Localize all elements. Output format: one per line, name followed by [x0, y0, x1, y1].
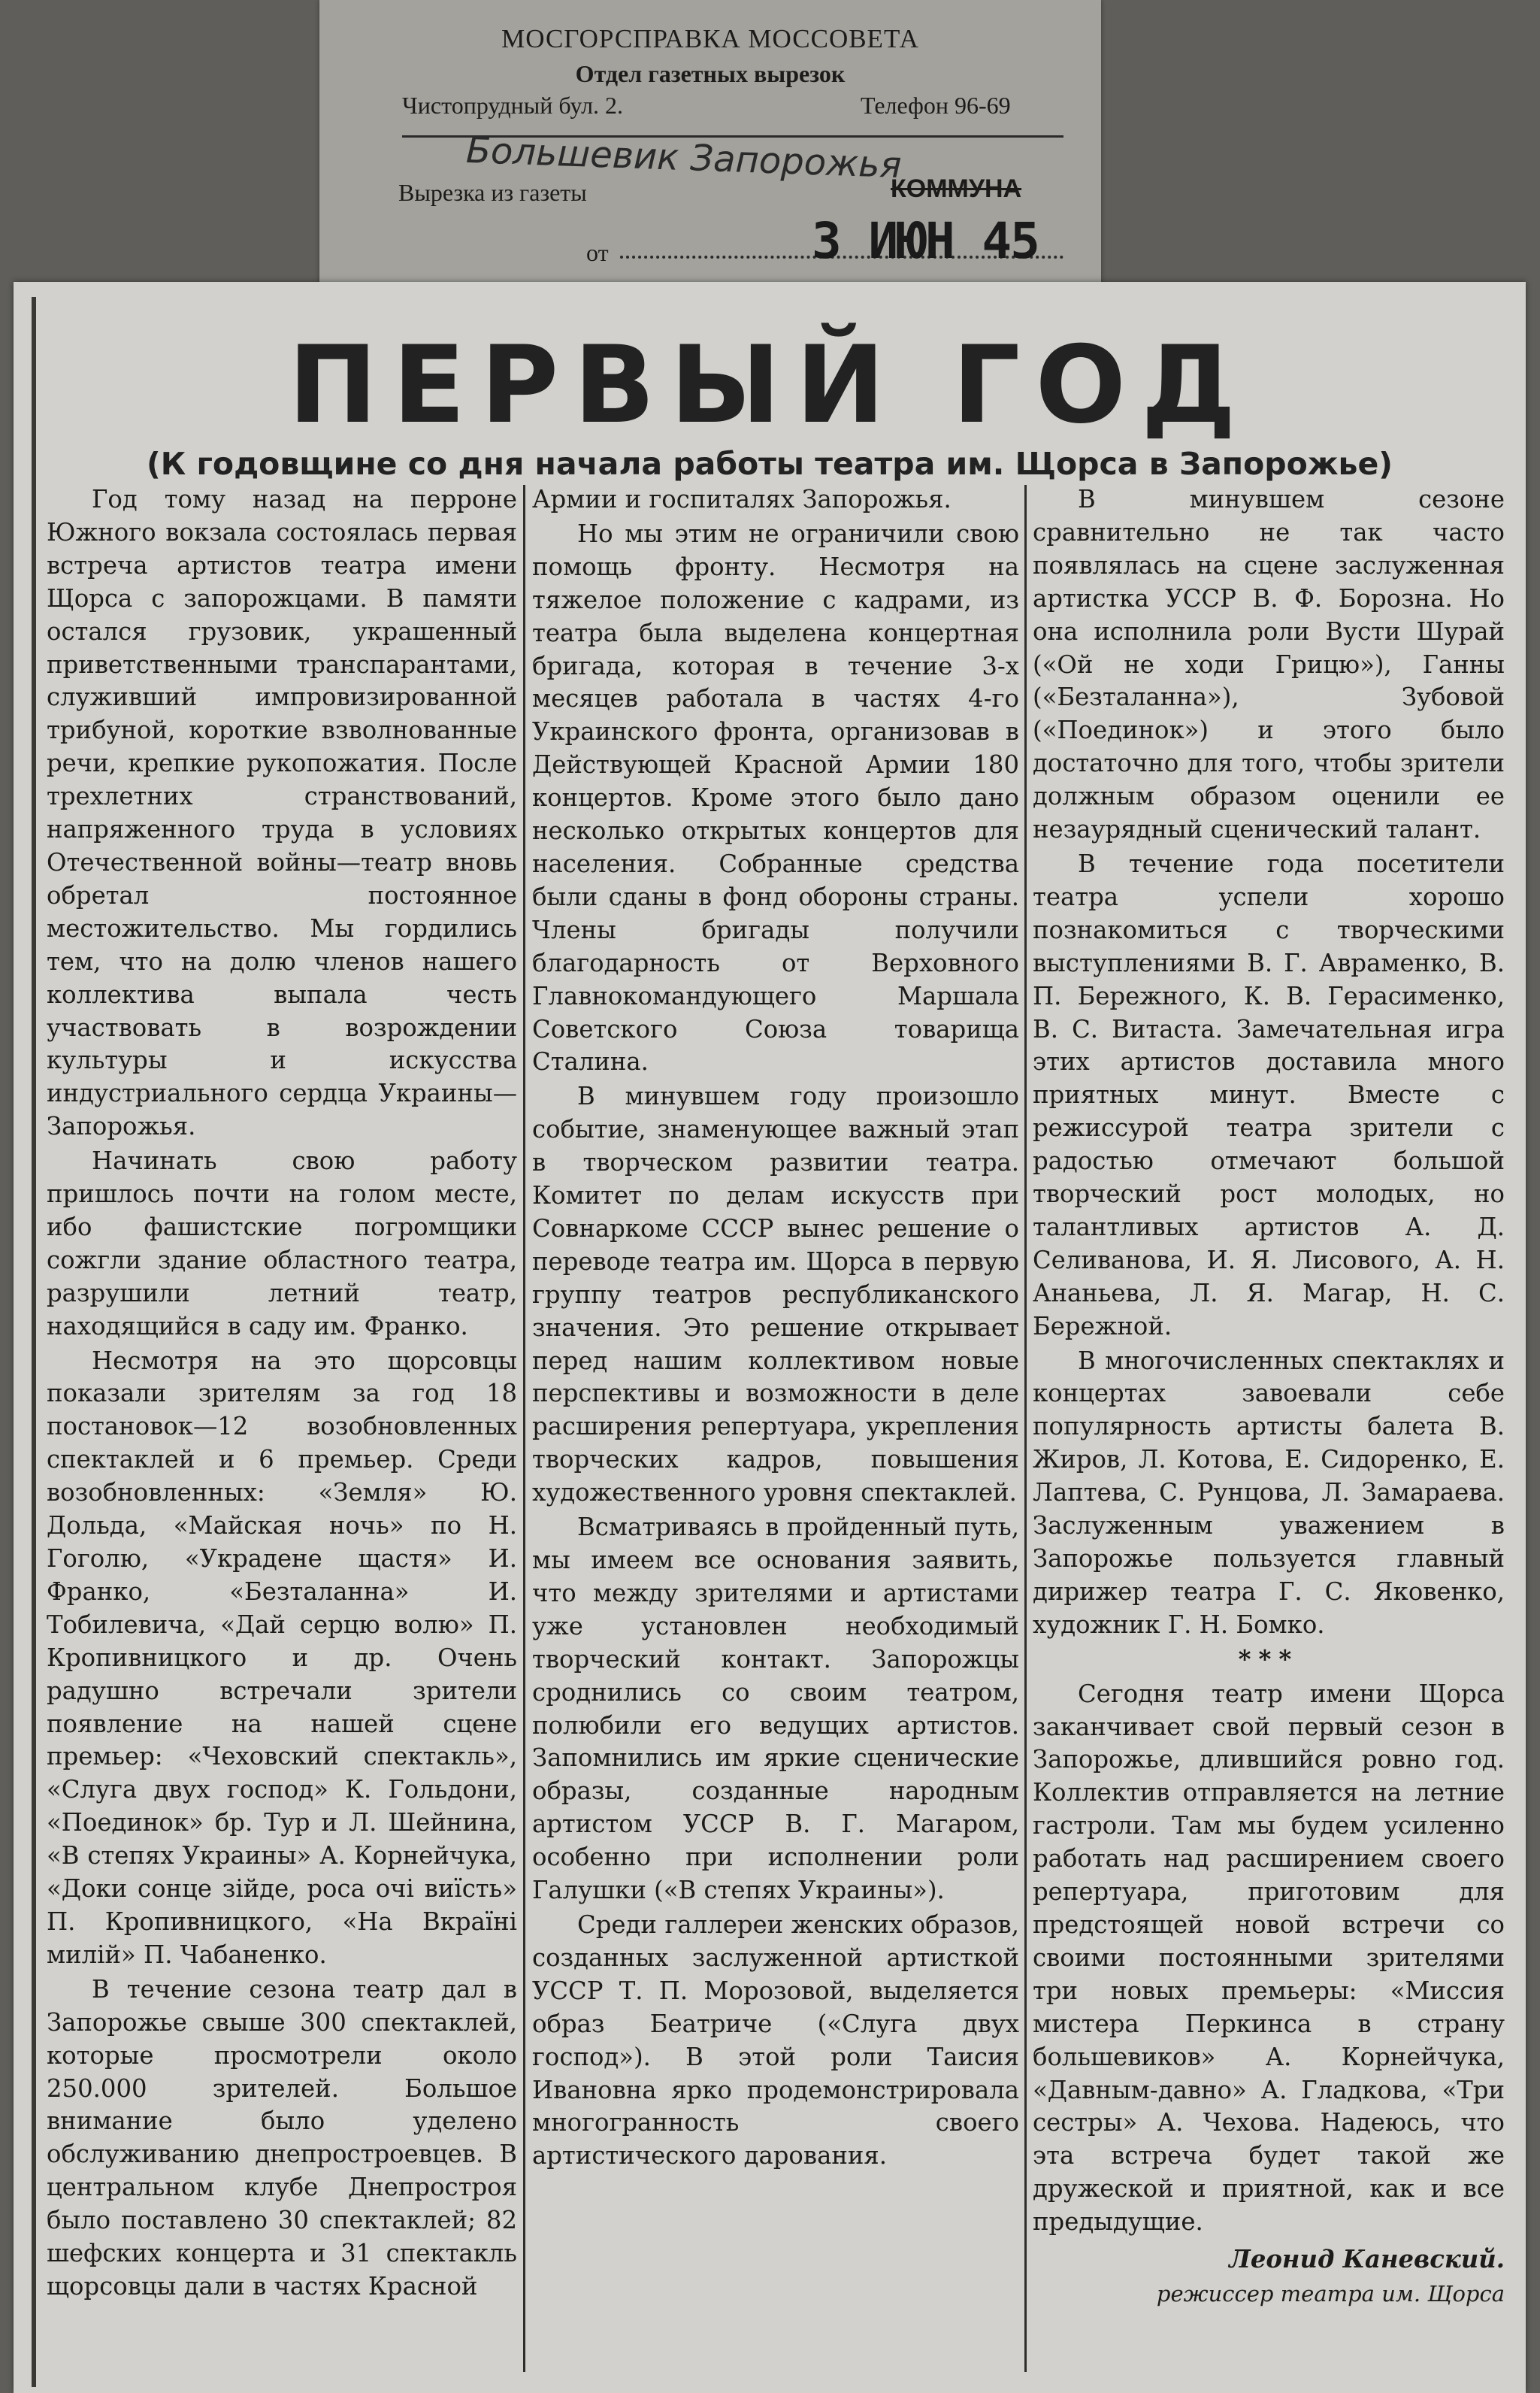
- agency-name: МОСГОРСПРАВКА МОССОВЕТА: [501, 24, 919, 53]
- paragraph: В течение года посетители театра успели хорошо познакомиться с творческими выступлениями В. Г. Авраменко, В. П. Бережного, К. В. Герасименко, В. С. Витаста. Замечательная игра этих артистов доставила много приятных минут. Вместе с режиссурой театра зрители с радостью отмечают большой творческий рост молодых, но талантливых артистов А. Д. Селиванова, И. Я. Лисового, А. Н. Ананьева, Л. Я. Магар, Н. С. Бережной.: [1033, 849, 1505, 1340]
- paragraph: Всматриваясь в пройденный путь, мы имеем все основания заявить, что между зрителями и артистами уже установлен необходимый творческий контакт. Запорожцы сроднились со своим театром, полюбили его ведущих артистов. Запомнились им яркие сценические образы, созданные народным артистом УССР В. Г. Магаром, особенно при исполнении роли Галушки («В степях Украины»).: [532, 1513, 1019, 1905]
- paragraph: В минувшем году произошло событие, знаменующее важный этап в творческом развитии театра. Комитет по делам искусств при Совнаркоме СССР вынес решение о переводе театра им. Щорса в первую группу театров республиканского значения. Это решение открывает перед нашим коллективом новые перспективы и возможности в деле расширения репертуара, укрепления творческих кадров, повышения художественного уровня спектаклей.: [532, 1082, 1019, 1507]
- column-divider: [523, 485, 525, 2372]
- paragraph: Сегодня театр имени Щорса заканчивает свой первый сезон в Запорожье, длившийся ровно год. Коллектив отправляется на летние гастроли. Там мы будем усиленно работать над расширением своего репертуара, приготовим для предстоящей новой встречи со своими постоянными зрителями три новых премьеры: «Миссия мистера Перкинса в страну большевиков» А. Корнейчука, «Давным-давно» А. Гладкова, «Три сестры» А. Чехова. Надеюсь, что эта встреча будет такой же дружеской и приятной, как и все предыдущие.: [1033, 1679, 1505, 2237]
- paragraph: Но мы этим не ограничили свою помощь фронту. Несмотря на тяжелое положение с кадрами, из театра была выделена концертная бригада, которая в течение 3-х месяцев работала в частях 4-го Украинского фронта, организовав в Действующей Красной Армии 180 концертов. Кроме этого было дано несколько открытых концертов для населения. Собранные средства были сданы в фонд обороны страны. Члены бригады получили благодарность от Верховного Главнокомандующего Маршала Советского Союза товарища Сталина.: [532, 519, 1019, 1077]
- article-column-2: [532, 483, 1019, 2374]
- paragraph: В течение сезона театр дал в Запорожье свыше 300 спектаклей, которые просмотрели около 250.000 зрителей. Большое внимание было уделено обслуживанию днепростроевцев. В центральном клубе Днепростроя было поставлено 30 спектаклей; 82 шефских концерта и 31 спектакль щорсовцы дали в частях Красной: [47, 1974, 517, 2301]
- clipping-label: [319, 0, 1101, 289]
- paragraph: В минувшем сезоне сравнительно не так часто появлялась на сцене заслуженная артистка УССР В. Ф. Борозна. Но она исполнила роли Вусти Шурай («Ой не ходи Грицю»), Ганны («Безталанна»), Зубовой («Поединок») и этого было достаточно для того, чтобы зрители должным образом оценили ее незаурядный сценический талант.: [1033, 485, 1505, 844]
- left-border: [32, 297, 36, 2387]
- article-headline: ПЕРВЫЙ ГОД: [288, 323, 1251, 447]
- article-subheadline: (К годовщине со дня начала работы театра им. Щорса в Запорожье): [146, 446, 1393, 482]
- crossed-newspaper-name: КОММУНА: [891, 174, 1022, 203]
- column-divider: [1024, 485, 1027, 2372]
- article-column-3: [1033, 483, 1505, 2374]
- section-separator: ***: [1238, 1644, 1299, 1674]
- paragraph: Армии и госпиталях Запорожья.: [532, 485, 952, 513]
- paragraph: Год тому назад на перроне Южного вокзала состоялась первая встреча артистов театра имени Щорса с запорожцами. В памяти остался грузовик, украшенный приветственными транспарантами, служивший импровизированной трибуной, короткие взволнованные речи, крепкие рукопожатия. После трехлетних странствований, напряженного труда в условиях Отечественной войны—театр вновь обретал постоянное местожительство. Мы гордились тем, что на долю членов нашего коллектива выпала честь участвовать в возрождении культуры и искусства индустриального сердца Украины—Запорожья.: [47, 485, 517, 1141]
- department-name: Отдел газетных вырезок: [575, 60, 846, 87]
- date-prefix: от: [586, 239, 609, 266]
- newspaper-name-handwritten: Большевик Запорожья: [465, 129, 903, 187]
- paragraph: Начинать свою работу пришлось почти на голом месте, ибо фашистские погромщики сожгли здание областного театра, разрушили летний театр, находящийся в саду им. Франко.: [47, 1147, 517, 1340]
- agency-phone: Телефон 96-69: [861, 92, 1011, 119]
- author-signature: Леонид Каневский.: [1229, 2245, 1505, 2274]
- paragraph: В многочисленных спектаклях и концертах завоевали себе популярность артисты балета В. Жиров, Л. Котова, Е. Сидоренко, Е. Лаптева, С. Рунцова, Л. Замараева. Заслуженным уважением в Запорожье пользуется главный дирижер театра Г. С. Яковенко, художник Г. Н. Бомко.: [1033, 1346, 1505, 1639]
- paragraph: Несмотря на это щорсовцы показали зрителям за год 18 постановок—12 возобновленных спектаклей и 6 премьер. Среди возобновленных: «Земля» Ю. Дольда, «Майская ночь» по Н. Гоголю, «Украдене щастя» И. Франко, «Безталанна» И. Тобилевича, «Дай серцю волю» П. Кропивницкого и др. Очень радушно встречали зрители появление на нашей сцене премьер: «Чеховский спектакль», «Слуга двух господ» К. Гольдони, «Поединок» бр. Тур и Л. Шейнина, «В степях Украины» А. Корнейчука, «Доки сонце зiйде, роса очi виїсть» П. Кропивницкого, «На Вкраїнi милiй» П. Чабаненко.: [47, 1346, 517, 1969]
- paragraph: Среди галлереи женских образов, созданных заслуженной артисткой УССР Т. П. Морозовой, выделяется образ Беатриче («Слуга двух господ»). В этой роли Таисия Ивановна ярко продемонстрировала многогранность своего артистического дарования.: [532, 1910, 1019, 2170]
- date-stamp: 3 ИЮН 45: [812, 212, 1039, 270]
- newspaper-clipping: [14, 282, 1526, 2393]
- agency-address: Чистопрудный бул. 2.: [402, 92, 624, 119]
- author-role: режиссер театра им. Щорса: [1156, 2280, 1505, 2307]
- cut-from-label: Вырезка из газеты: [398, 179, 587, 206]
- article-column-1: [47, 483, 517, 2374]
